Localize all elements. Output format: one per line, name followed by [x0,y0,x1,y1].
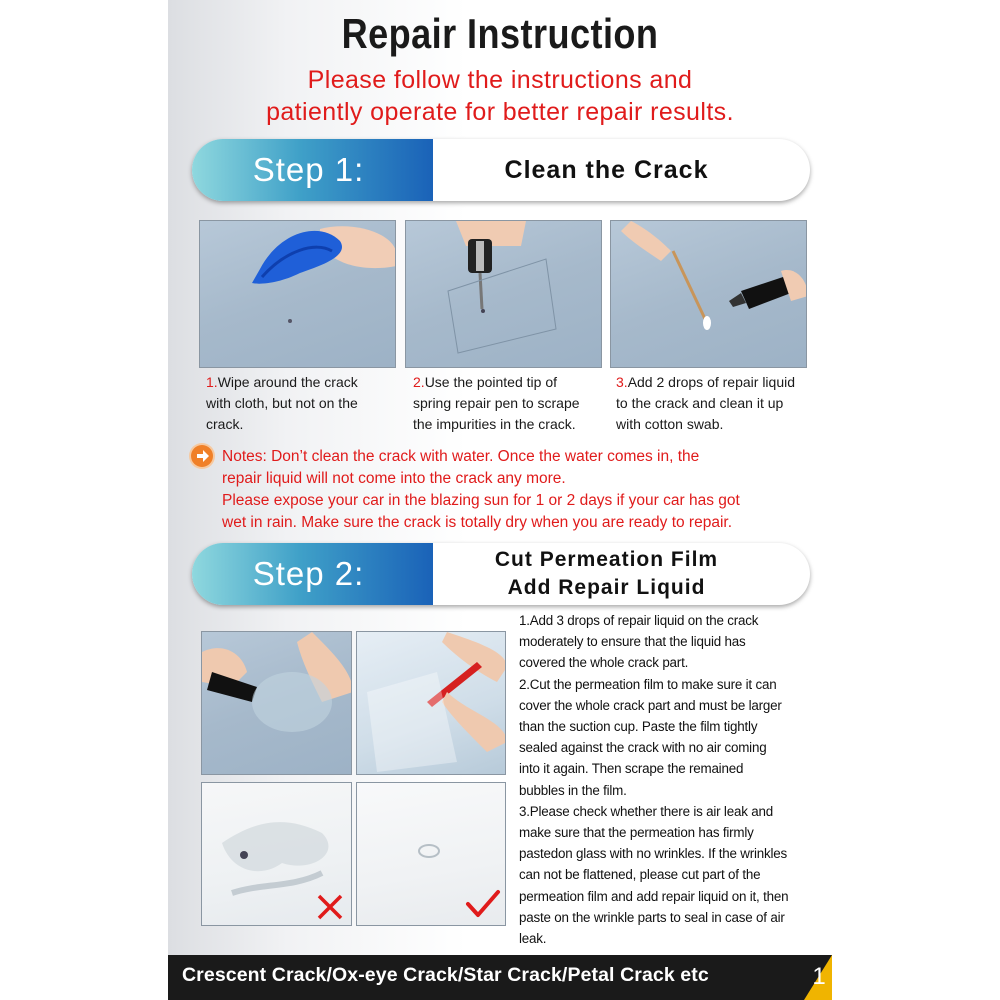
step-2-text-line: into it again. Then scrape the remained [519,761,744,777]
step-2-text-line: permeation film and add repair liquid on it, then [519,888,789,904]
step-2-banner [192,543,810,605]
step-2-heading-line-2: Add Repair Liquid [507,576,706,599]
step-1-label: Step 1: [192,139,433,201]
page-number: 1 [812,963,826,990]
step-2-instructions [519,610,809,949]
step-2-text-line: 3.Please check whether there is air leak and [519,803,773,819]
step-2-text-line: bubbles in the film. [519,782,627,798]
photo-scrape-with-pen [405,220,602,368]
step-1-caption-2: 2.Use the pointed tip of spring repair pen to scrape the impurities in the crack. [413,374,580,432]
step-2-text-line: sealed against the crack with no air coming [519,740,767,756]
footer-crack-types: Crescent Crack/Ox-eye Crack/Star Crack/Petal Crack etc [182,964,709,986]
notes-line-1: Notes: Don’t clean the crack with water. Once the water comes in, the [222,448,700,465]
step-1-caption-3: 3.Add 2 drops of repair liquid to the crack and clean it up with cotton swab. [616,374,796,432]
photo-add-liquid-swab [610,220,807,368]
notes-line-4: wet in rain. Make sure the crack is totally dry when you are ready to repair. [222,514,733,531]
notes-text [222,446,812,534]
step-2-text-line: 2.Cut the permeation film to make sure it can [519,676,777,692]
wrong-cross-icon [316,893,344,921]
step-2-heading-line-1: Cut Permeation Film [494,548,719,571]
step-2-text-line: cover the whole crack part and must be larger [519,697,782,713]
step-2-text-line: paste on the wrinkle parts to seal in case of air [519,909,785,925]
step-2-text-line: than the suction cup. Paste the film tightly [519,719,758,735]
subtitle-line-2: patiently operate for better repair results. [266,98,734,126]
step-2-label: Step 2: [192,543,433,605]
step-2-text-line: covered the whole crack part. [519,655,689,671]
step-1-heading: Clean the Crack [504,155,709,184]
notes-line-2: repair liquid will not come into the crack any more. [222,470,566,487]
arrow-circle-icon [191,445,213,467]
step-2-text-line: moderately to ensure that the liquid has [519,634,746,650]
step-2-heading [433,543,810,605]
step-2-text-line: pastedon glass with no wrinkles. If the wrinkles [519,846,788,862]
step-1-banner [192,139,810,201]
step-2-text-line: leak. [519,931,547,947]
photo-wipe-with-cloth [199,220,396,368]
step-2-text-line: make sure that the permeation has firmly [519,825,754,841]
step-2-text-line: can not be flattened, please cut part of the [519,867,761,883]
photo-add-drops [201,631,352,775]
page-title: Repair Instruction [341,10,659,57]
notes-line-3: Please expose your car in the blazing sun for 1 or 2 days if your car has got [222,492,740,509]
step-2-text-line: 1.Add 3 drops of repair liquid on the crack [519,613,759,628]
correct-check-icon [465,888,501,920]
subtitle-line-1: Please follow the instructions and [307,66,693,94]
photo-cut-film [356,631,506,775]
step-1-caption-1: 1.Wipe around the crack with cloth, but not on the crack. [206,374,358,432]
